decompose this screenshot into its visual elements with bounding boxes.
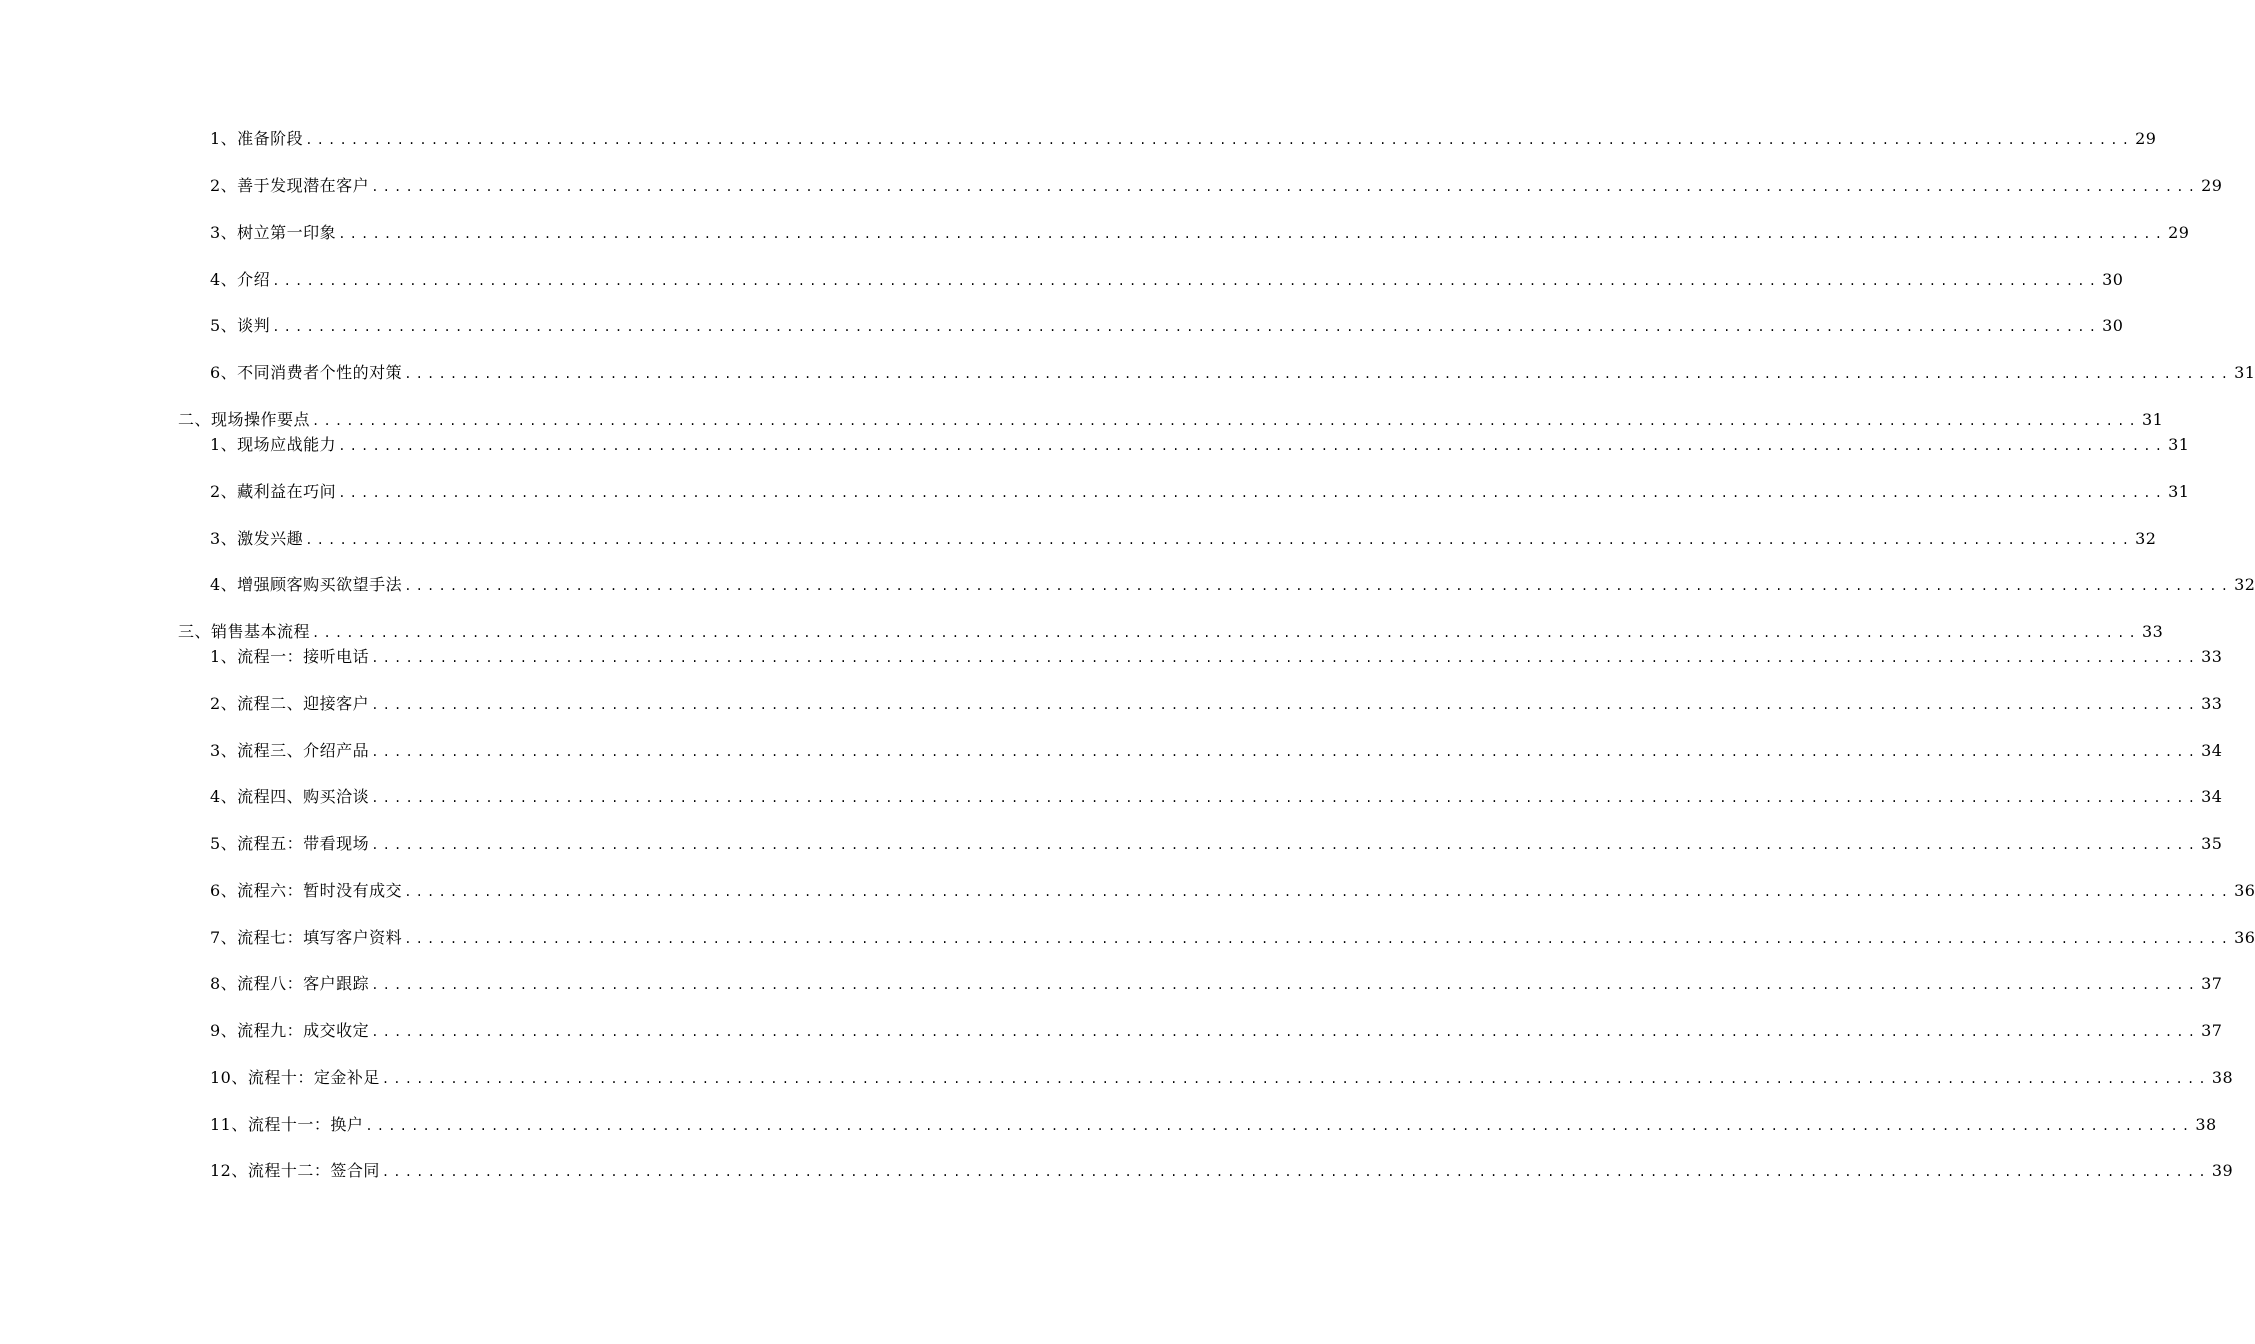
dot-leader: ................................................................................................................................................................ [404,579,2233,593]
toc-entry-title: 6、流程六：暂时没有成交 [210,881,403,900]
toc-section[interactable] [178,406,2164,430]
toc-entry-title: 10、流程十：定金补足 [210,1068,380,1087]
toc-entry-title: 5、谈判 [210,316,271,335]
toc-entry[interactable] [210,643,2223,667]
dot-leader: ................................................................................................................................................................ [371,180,2200,194]
toc-entry-title: 7、流程七：填写客户资料 [210,928,403,947]
toc-entry-page: 38 [2195,1115,2217,1134]
toc-entry-page: 30 [2102,316,2124,335]
toc-entry-page: 29 [2201,176,2223,195]
toc-entry[interactable] [210,830,2223,854]
dot-leader: ................................................................................................................................................................ [312,414,2140,428]
toc-entry-title: 4、增强顾客购买欲望手法 [210,575,403,594]
toc-entry[interactable] [210,690,2223,714]
toc-entry-title: 1、准备阶段 [210,129,304,148]
toc-section-page: 31 [2141,410,2164,429]
toc-entry-title: 3、流程三、介绍产品 [210,741,370,760]
toc-entry-page: 29 [2168,223,2190,242]
toc-entry[interactable] [210,924,2255,948]
toc-entry-title: 12、流程十二：签合同 [210,1161,380,1180]
toc-entry-title: 3、树立第一印象 [210,223,337,242]
toc-entry-page: 36 [2234,928,2255,947]
dot-leader: ................................................................................................................................................................ [371,838,2200,852]
toc-entry-page: 31 [2234,363,2255,382]
toc-entry-page: 36 [2234,881,2255,900]
toc-entry-title: 6、不同消费者个性的对策 [210,363,403,382]
dot-leader: ................................................................................................................................................................ [272,274,2101,288]
toc-entry[interactable] [210,172,2223,196]
dot-leader: ................................................................................................................................................................ [371,978,2200,992]
dot-leader: ................................................................................................................................................................ [381,1165,2210,1179]
toc-entry[interactable] [210,571,2255,595]
dot-leader: ................................................................................................................................................................ [381,1072,2210,1086]
dot-leader: ................................................................................................................................................................ [371,791,2200,805]
toc-entry-title: 1、现场应战能力 [210,435,337,454]
toc-entry[interactable] [210,478,2190,502]
dot-leader: ................................................................................................................................................................ [312,626,2140,640]
dot-leader: ................................................................................................................................................................ [404,367,2233,381]
toc-section[interactable] [178,618,2164,642]
toc-entry[interactable] [210,219,2190,243]
toc-entry-title: 4、流程四、购买洽谈 [210,787,370,806]
toc-entry[interactable] [210,877,2255,901]
toc-entry-page: 33 [2201,647,2223,666]
toc-entry-title: 4、介绍 [210,270,271,289]
dot-leader: ................................................................................................................................................................ [371,745,2200,759]
toc-entry[interactable] [210,125,2157,149]
toc-entry-page: 34 [2201,741,2223,760]
toc-entry-page: 38 [2211,1068,2234,1087]
toc-entry[interactable] [210,1064,2234,1088]
toc-entry[interactable] [210,359,2255,383]
dot-leader: ................................................................................................................................................................ [305,133,2134,147]
toc-entry-title: 8、流程八：客户跟踪 [210,974,370,993]
toc-entry-page: 32 [2135,529,2157,548]
toc-entry-title: 1、流程一：接听电话 [210,647,370,666]
toc-entry[interactable] [210,783,2223,807]
dot-leader: ................................................................................................................................................................ [371,1025,2200,1039]
toc-section-title: 三、销售基本流程 [178,622,311,641]
toc-entry-title: 5、流程五：带看现场 [210,834,370,853]
dot-leader: ................................................................................................................................................................ [365,1119,2194,1133]
toc-entry[interactable] [210,312,2124,336]
toc-entry-page: 31 [2168,435,2190,454]
toc-entry[interactable] [210,1111,2217,1135]
dot-leader: ................................................................................................................................................................ [404,885,2233,899]
toc-entry[interactable] [210,1017,2223,1041]
toc-entry-page: 34 [2201,787,2223,806]
toc-entry[interactable] [210,1157,2234,1181]
toc-entry[interactable] [210,266,2124,290]
toc-entry[interactable] [210,737,2223,761]
toc-entry-page: 37 [2201,1021,2223,1040]
dot-leader: ................................................................................................................................................................ [272,320,2101,334]
toc-entry-page: 37 [2201,974,2223,993]
toc-entry-page: 30 [2102,270,2124,289]
toc-entry-title: 2、善于发现潜在客户 [210,176,370,195]
toc-section-page: 33 [2141,622,2164,641]
toc-entry-page: 32 [2234,575,2255,594]
toc-entry-title: 2、流程二、迎接客户 [210,694,370,713]
toc-entry-page: 31 [2168,482,2190,501]
toc-entry-title: 11、流程十一：换户 [210,1115,364,1134]
dot-leader: ................................................................................................................................................................ [338,486,2167,500]
toc-section-title: 二、现场操作要点 [178,410,311,429]
toc-entry-page: 39 [2211,1161,2234,1180]
dot-leader: ................................................................................................................................................................ [404,932,2233,946]
dot-leader: ................................................................................................................................................................ [371,698,2200,712]
dot-leader: ................................................................................................................................................................ [305,533,2134,547]
toc-entry[interactable] [210,970,2223,994]
toc-entry-title: 3、激发兴趣 [210,529,304,548]
toc-entry[interactable] [210,431,2190,455]
dot-leader: ................................................................................................................................................................ [371,651,2200,665]
toc-entry-page: 35 [2201,834,2223,853]
toc-entry[interactable] [210,525,2157,549]
toc-entry-page: 29 [2135,129,2157,148]
toc-entry-title: 2、藏利益在巧问 [210,482,337,501]
toc-entry-title: 9、流程九：成交收定 [210,1021,370,1040]
toc-entry-page: 33 [2201,694,2223,713]
dot-leader: ................................................................................................................................................................ [338,439,2167,453]
dot-leader: ................................................................................................................................................................ [338,227,2167,241]
